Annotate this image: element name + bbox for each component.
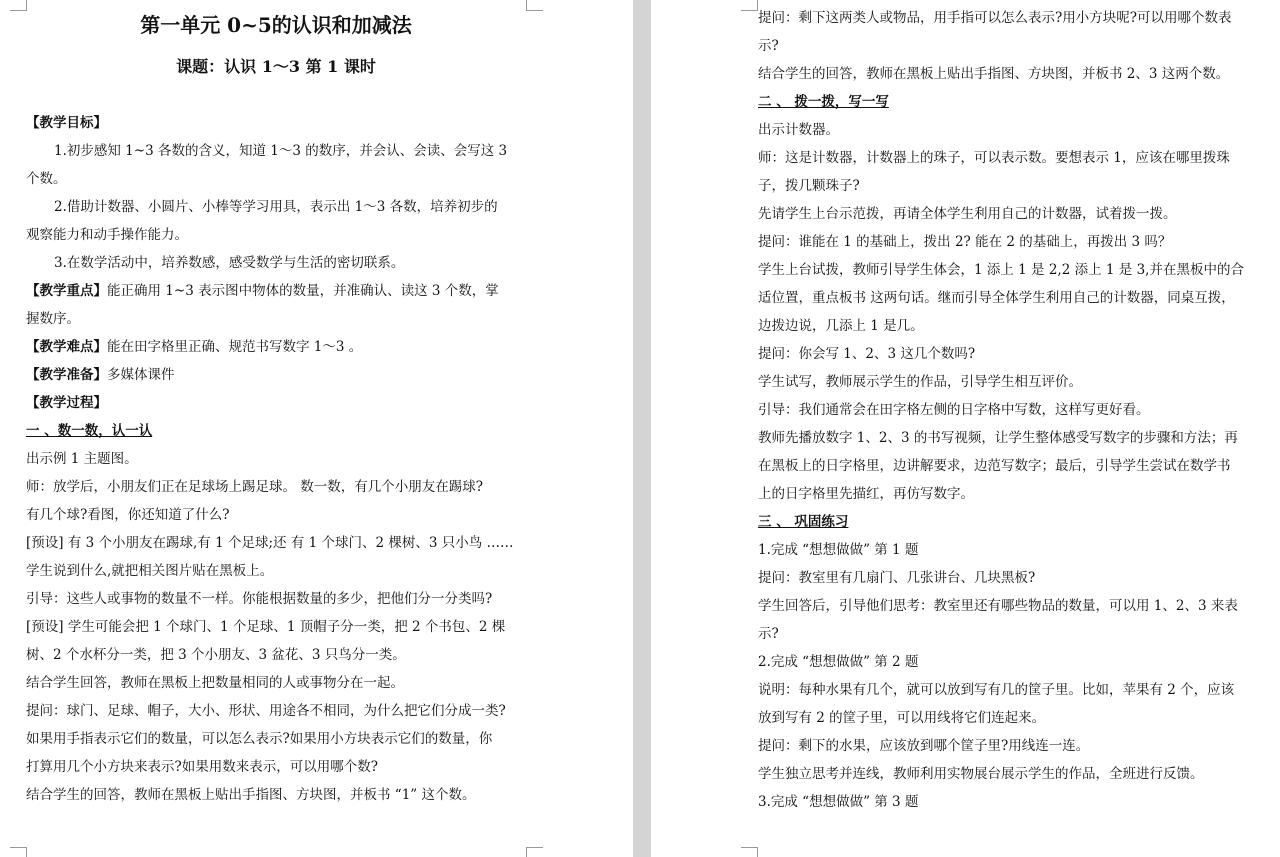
prep-text: 多媒体课件 bbox=[107, 367, 175, 383]
goals-heading: 【教学目标】 bbox=[26, 115, 107, 131]
paragraph-line: 树、2 个水杯分一类，把 3 个小朋友、3 盆花、3 只鸟分一类。 bbox=[26, 647, 406, 663]
paragraph-line: [预设] 学生可能会把 1 个球门、1 个足球、1 顶帽子分一类，把 2 个书包、2 棵 bbox=[26, 619, 506, 635]
paragraph-line: 引导：这些人或事物的数量不一样。你能根据数量的多少，把他们分一分类吗? bbox=[26, 591, 493, 607]
paragraph-line: 如果用手指表示它们的数量，可以怎么表示?如果用小方块表示它们的数量，你 bbox=[26, 731, 493, 747]
paragraph-line: 提问：谁能在 1 的基础上，拨出 2? 能在 2 的基础上，再拨出 3 吗？ bbox=[758, 234, 1172, 250]
paragraph-line: 提问：教室里有几扇门、几张讲台、几块黑板? bbox=[758, 570, 1036, 586]
paragraph-line: 打算用几个小方块来表示?如果用数来表示，可以用哪个数? bbox=[26, 759, 378, 775]
paragraph-line: [预设] 有 3 个小朋友在踢球,有 1 个足球;还 有 1 个球门、2 棵树、3 只小鸟 …… bbox=[26, 535, 514, 551]
paragraph-line: 引导：我们通常会在田字格左侧的日字格中写数，这样写更好看。 bbox=[758, 402, 1150, 418]
paragraph-line: 示? bbox=[758, 38, 779, 54]
goal-line: 个数。 bbox=[26, 171, 67, 187]
goal-line: 3.在数学活动中，培养数感，感受数学与生活的密切联系。 bbox=[54, 255, 405, 271]
paragraph-line: 学生独立思考并连线，教师利用实物展台展示学生的作品，全班进行反馈。 bbox=[758, 766, 1204, 782]
paragraph-line: 学生说到什么,就把相关图片贴在黑板上。 bbox=[26, 563, 274, 579]
paragraph-line: 子，拨几颗珠子? bbox=[758, 178, 860, 194]
difficulty bbox=[26, 333, 526, 361]
paragraph-line: 先请学生上台示范拨，再请全体学生利用自己的计数器，试着拨一拨。 bbox=[758, 206, 1177, 222]
page-gap bbox=[633, 0, 651, 857]
paragraph-line: 提问：球门、足球、帽子，大小、形状、用途各不相同，为什么把它们分成一类? bbox=[26, 703, 506, 719]
lesson-subtitle: 课题：认识 1～3 第 1 课时 bbox=[176, 57, 376, 76]
key-heading: 【教学重点】 bbox=[26, 283, 107, 299]
goal-line: 1.初步感知 1~3 各数的含义，知道 1～3 的数序，并会认、会读、会写这 3 bbox=[54, 143, 508, 159]
key-text-cont: 握数序。 bbox=[26, 311, 80, 327]
goal-line: 观察能力和动手操作能力。 bbox=[26, 227, 188, 243]
difficulty-text: 能在田字格里正确、规范书写数字 1～3 。 bbox=[107, 339, 363, 355]
paragraph-line: 适位置，重点板书 这两句话。继而引导全体学生利用自己的计数器，同桌互拨， bbox=[758, 290, 1235, 306]
paragraph-line: 学生回答后，引导他们思考：教室里还有哪些物品的数量，可以用 1、2、3 来表 bbox=[758, 598, 1238, 614]
section-heading: 二 、 拨一拨，写一写 bbox=[758, 94, 889, 110]
document-page-right bbox=[651, 0, 1280, 857]
process-heading: 【教学过程】 bbox=[26, 395, 107, 411]
paragraph-line: 出示例 1 主题图。 bbox=[26, 451, 138, 467]
paragraph-line: 2.完成 “想想做做” 第 2 题 bbox=[758, 654, 919, 670]
paragraph-line: 提问：你会写 1、2、3 这几个数吗? bbox=[758, 346, 976, 362]
crop-mark bbox=[10, 847, 27, 857]
paragraph-line: 师：放学后，小朋友们正在足球场上踢足球。 数一数，有几个小朋友在踢球? bbox=[26, 479, 484, 495]
crop-mark bbox=[10, 0, 27, 11]
paragraph-line: 有几个球?看图，你还知道了什么? bbox=[26, 507, 230, 523]
paragraph-line: 提问：剩下的水果，应该放到哪个筐子里?用线连一连。 bbox=[758, 738, 1090, 754]
key-text: 能正确用 1~3 表示图中物体的数量，并准确认、读这 3 个数，掌 bbox=[107, 283, 499, 299]
paragraph-line: 学生上台试拨，教师引导学生体会，1 添上 1 是 2,2 添上 1 是 3,并在黑板中的合 bbox=[758, 262, 1244, 278]
paragraph-line: 结合学生的回答，教师在黑板上贴出手指图、方块图，并板书 “1” 这个数。 bbox=[26, 787, 476, 803]
paragraph-line: 结合学生的回答，教师在黑板上贴出手指图、方块图，并板书 2、3 这两个数。 bbox=[758, 66, 1230, 82]
prep-heading: 【教学准备】 bbox=[26, 367, 107, 383]
right-page-body bbox=[758, 4, 1263, 816]
preparation bbox=[26, 361, 526, 389]
paragraph-line: 教师先播放数字 1、2、3 的书写视频，让学生整体感受写数字的步骤和方法；再 bbox=[758, 430, 1238, 446]
paragraph-line: 边拨边说，几添上 1 是几。 bbox=[758, 318, 924, 334]
paragraph-line: 出示计数器。 bbox=[758, 122, 839, 138]
difficulty-heading: 【教学难点】 bbox=[26, 339, 107, 355]
crop-mark bbox=[741, 0, 758, 11]
key-points bbox=[26, 277, 526, 305]
section-heading: 三 、 巩固练习 bbox=[758, 514, 849, 530]
goal-line: 2.借助计数器、小圆片、小棒等学习用具，表示出 1～3 各数，培养初步的 bbox=[54, 199, 498, 215]
paragraph-line: 1.完成 “想想做做” 第 1 题 bbox=[758, 542, 919, 558]
paragraph-line: 在黑板上的日字格里，边讲解要求，边范写数字；最后，引导学生尝试在数学书 bbox=[758, 458, 1231, 474]
left-page-body bbox=[26, 109, 526, 809]
paragraph-line: 师：这是计数器，计数器上的珠子，可以表示数。要想表示 1，应该在哪里拨珠 bbox=[758, 150, 1230, 166]
paragraph-line: 放到写有 2 的筐子里，可以用线将它们连起来。 bbox=[758, 710, 1046, 726]
crop-mark bbox=[741, 847, 758, 857]
paragraph-line: 学生试写，教师展示学生的作品，引导学生相互评价。 bbox=[758, 374, 1082, 390]
section-heading: 一 、数一数，认一认 bbox=[26, 423, 153, 439]
paragraph-line: 示? bbox=[758, 626, 779, 642]
crop-mark bbox=[526, 0, 543, 11]
paragraph-line: 说明：每种水果有几个，就可以放到写有几的筐子里。比如，苹果有 2 个，应该 bbox=[758, 682, 1235, 698]
paragraph-line: 提问：剩下这两类人或物品，用手指可以怎么表示?用小方块呢?可以用哪个数表 bbox=[758, 10, 1232, 26]
crop-mark bbox=[526, 847, 543, 857]
document-page-left bbox=[0, 0, 633, 857]
paragraph-line: 3.完成 “想想做做” 第 3 题 bbox=[758, 794, 919, 810]
paragraph-line: 结合学生回答，教师在黑板上把数量相同的人或事物分在一起。 bbox=[26, 675, 404, 691]
paragraph-line: 上的日字格里先描红，再仿写数字。 bbox=[758, 486, 974, 502]
document-title: 第一单元 0~5的认识和加减法 bbox=[140, 13, 412, 37]
